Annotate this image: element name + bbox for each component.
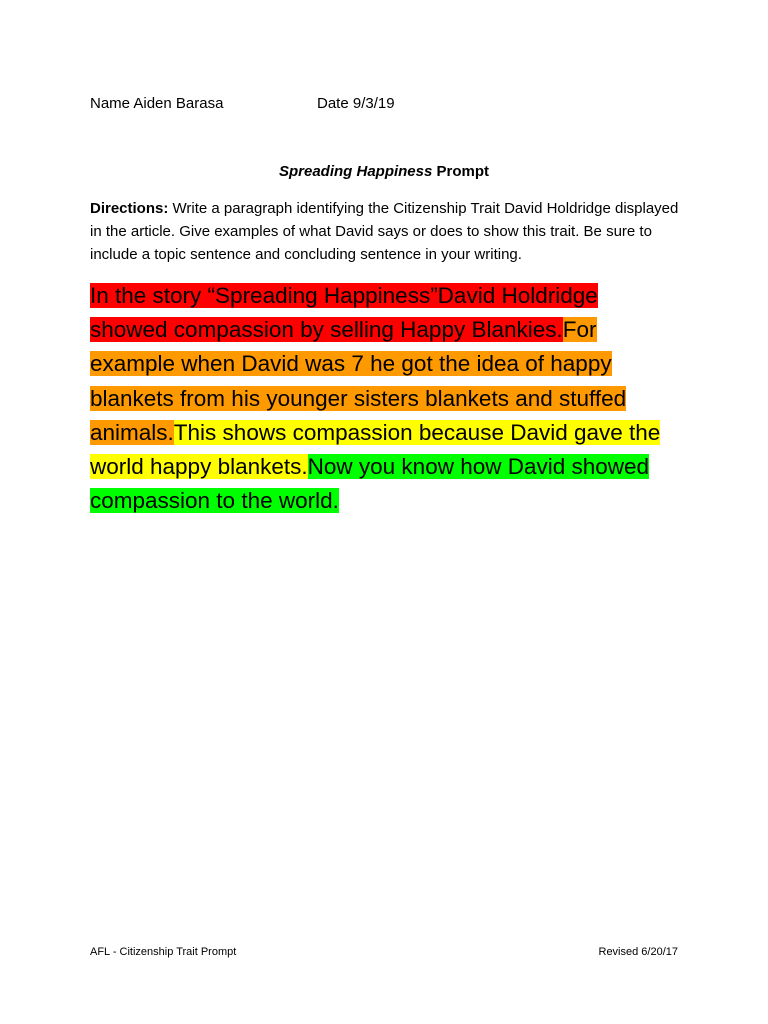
concluding-sentence: Now you know how David showed compassion to the world. xyxy=(90,454,650,514)
header-line xyxy=(90,95,395,112)
student-essay xyxy=(90,279,680,518)
explanation-sentence: This shows compassion because David gave the world happy blankets. xyxy=(90,419,661,480)
assignment-date: Date 9/3/19 xyxy=(317,95,395,112)
directions-paragraph xyxy=(90,197,690,266)
footer-right: Revised 6/20/17 xyxy=(598,946,678,958)
student-name: Name Aiden Barasa xyxy=(90,95,224,112)
prompt-title-rest: Prompt xyxy=(432,163,490,180)
topic-sentence: In the story “Spreading Happiness”David Holdridge showed compassion by selling Happy Blankies. xyxy=(90,283,598,343)
footer-left: AFL - Citizenship Trait Prompt xyxy=(90,946,237,958)
prompt-title xyxy=(0,163,768,180)
example-sentence: For example when David was 7 he got the idea of happy blankets from his younger sisters blankets and stuffed animals. xyxy=(90,317,627,445)
directions-text: Write a paragraph identifying the Citizenship Trait David Holdridge displayed in the article. Give examples of what David says or does to show this trait. Be sure to include a topic sentence and concluding sentence in your writing. xyxy=(90,200,679,263)
prompt-title-italic: Spreading Happiness xyxy=(278,163,433,180)
directions-label: Directions: xyxy=(90,200,169,217)
